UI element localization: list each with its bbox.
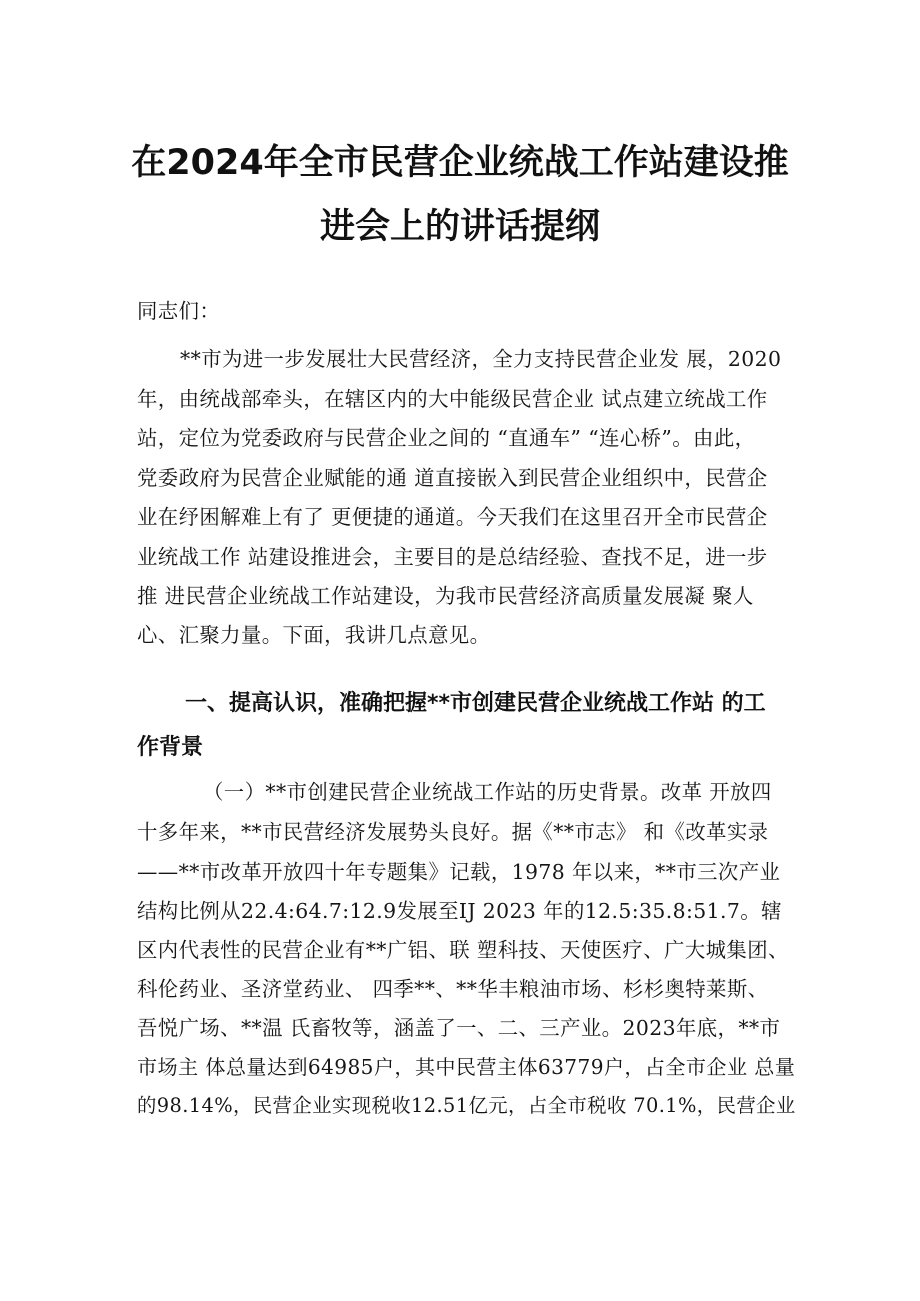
paragraph1-line: 推 进民营企业统战工作站建设，为我市民营经济高质量发展凝 聚人: [137, 584, 754, 608]
paragraph1-line: 站，定位为党委政府与民营企业之间的 “直通车” “连心桥”。由此，: [137, 426, 756, 450]
paragraph2-line: （一）**市创建民营企业统战工作站的历史背景。改革 开放四: [203, 780, 772, 804]
section-heading-line: 作背景: [137, 735, 204, 760]
paragraph2-line: 吾悦广场、**温 氏畜牧等，涵盖了一、二、三产业。2023年底，**市: [137, 1016, 781, 1040]
section-heading-line: 一、提高认识，准确把握**市创建民营企业统战工作站 的工: [185, 691, 766, 716]
paragraph2-line: 市场主 体总量达到64985户，其中民营主体63779户，占全市企业 总量: [137, 1055, 796, 1079]
paragraph1-line: 心、汇聚力量。下面，我讲几点意见。: [137, 623, 491, 647]
paragraph1-line: 业统战工作 站建设推进会，主要目的是总结经验、查找不足，进一步: [137, 545, 768, 569]
salutation: 同志们：: [137, 299, 221, 323]
paragraph2-line: 结构比例从22.4:64.7:12.9发展至IJ 2023 年的12.5:35.8:51.7。辖: [137, 899, 782, 923]
paragraph2-line: 的98.14%，民营企业实现税收12.51亿元，占全市税收 70.1%，民营企业: [137, 1094, 796, 1117]
paragraph2-line: 十多年来，**市民营经济发展势头良好。据《**市志》 和《改革实录: [137, 820, 769, 844]
paragraph1-line: **市为进一步发展壮大民营经济，全力支持民营企业发 展，2020: [180, 347, 782, 371]
document-title-line-2: 进会上的讲话提纲: [319, 207, 600, 247]
paragraph2-line: ——**市改革开放四十年专题集》记载，1978 年以来，**市三次产业: [137, 860, 781, 884]
paragraph2-line: 区内代表性的民营企业有**广铝、联 塑科技、天使医疗、广大城集团、: [137, 938, 789, 962]
document-title-line-1: 在2024年全市民营企业统战工作站建设推: [131, 143, 789, 183]
paragraph2-line: 科伦药业、圣济堂药业、 四季**、**华丰粮油市场、杉杉奥特莱斯、: [137, 977, 769, 1001]
paragraph1-line: 年，由统战部牵头，在辖区内的大中能级民营企业 试点建立统战工作: [137, 387, 768, 411]
paragraph1-line: 业在纾困解难上有了 更便捷的通道。今天我们在这里召开全市民营企: [137, 505, 768, 529]
paragraph1-line: 党委政府为民营企业赋能的通 道直接嵌入到民营企业组织中，民营企: [137, 466, 768, 490]
